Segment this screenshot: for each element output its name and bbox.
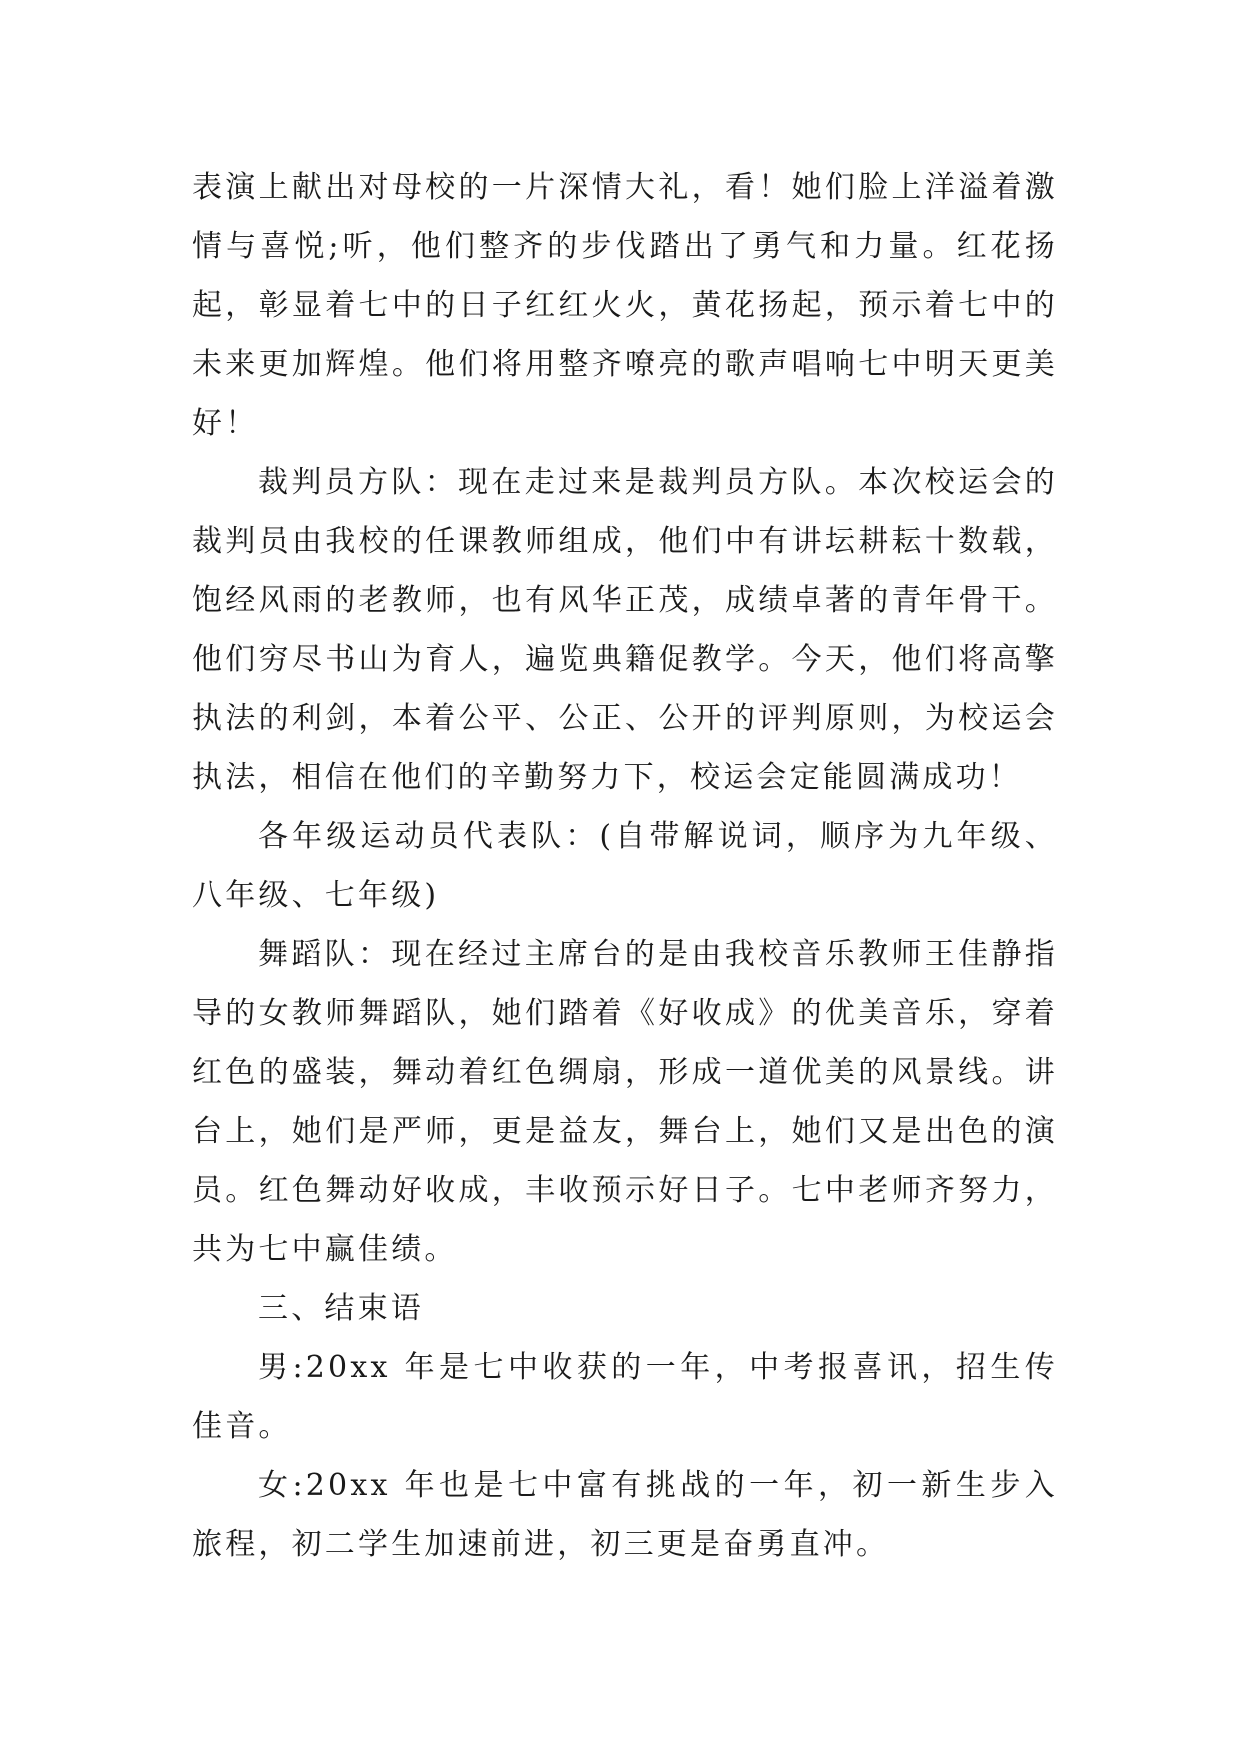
paragraph-grade-athletes: 各年级运动员代表队：(自带解说词，顺序为九年级、八年级、七年级) — [192, 819, 1058, 913]
paragraph-referee-team: 裁判员方队：现在走过来是裁判员方队。本次校运会的裁判员由我校的任课教师组成，他们中有讲坛耕耘十数载，饱经风雨的老教师，也有风华正茂，成绩卓著的青年骨干。他们穷尽书山为育人，遍览典籍促教学。今天，他们将高擎执法的利剑，本着公平、公正、公开的评判原则，为校运会执法，相信在他们的辛勤努力下，校运会定能圆满成功！ — [192, 465, 1058, 795]
document-body — [192, 158, 1058, 1574]
paragraph-male-host: 男:20xx 年是七中收获的一年，中考报喜讯，招生传佳音。 — [192, 1350, 1058, 1444]
section-heading-closing: 三、结束语 — [258, 1291, 424, 1326]
paragraph-female-host: 女:20xx 年也是七中富有挑战的一年，初一新生步入旅程，初二学生加速前进，初三更是奋勇直冲。 — [192, 1468, 1058, 1562]
paragraph-performance-continued: 表演上献出对母校的一片深情大礼，看！她们脸上洋溢着激情与喜悦;听，他们整齐的步伐踏出了勇气和力量。红花扬起，彰显着七中的日子红红火火，黄花扬起，预示着七中的未来更加辉煌。他们将用整齐嘹亮的歌声唱响七中明天更美好！ — [192, 170, 1058, 441]
paragraph-dance-team: 舞蹈队：现在经过主席台的是由我校音乐教师王佳静指导的女教师舞蹈队，她们踏着《好收成》的优美音乐，穿着红色的盛装，舞动着红色绸扇，形成一道优美的风景线。讲台上，她们是严师，更是益友，舞台上，她们又是出色的演员。红色舞动好收成，丰收预示好日子。七中老师齐努力，共为七中赢佳绩。 — [192, 937, 1058, 1267]
